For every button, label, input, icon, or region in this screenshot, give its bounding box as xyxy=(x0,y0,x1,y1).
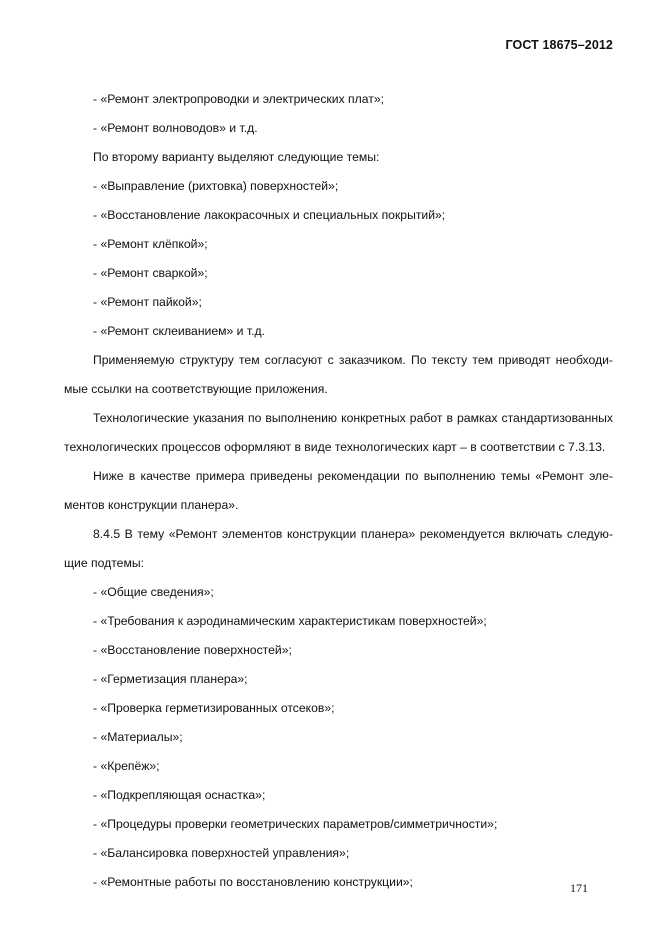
paragraph-line: щие подтемы: xyxy=(64,556,144,570)
list-item: - «Ремонт клёпкой»; xyxy=(93,237,208,251)
paragraph-line: Ниже в качестве примера приведены рекомендации по выполнению темы «Ремонт эле- xyxy=(93,469,613,483)
paragraph-line: Применяемую структуру тем согласуют с заказчиком. По тексту тем приводят необходи- xyxy=(93,353,613,367)
list-item: - «Ремонтные работы по восстановлению конструкции»; xyxy=(93,875,413,889)
list-item: - «Ремонт пайкой»; xyxy=(93,295,202,309)
list-item: - «Ремонт сваркой»; xyxy=(93,266,208,280)
list-item: - «Подкрепляющая оснастка»; xyxy=(93,788,266,802)
list-item: - «Требования к аэродинамическим характеристикам поверхностей»; xyxy=(93,614,487,628)
list-item: - «Процедуры проверки геометрических параметров/симметричности»; xyxy=(93,817,498,831)
page-number: 171 xyxy=(570,881,588,895)
list-item: - «Ремонт волноводов» и т.д. xyxy=(93,121,258,135)
paragraph-line: технологических процессов оформляют в виде технологических карт – в соответствии с 7.3.13. xyxy=(64,440,606,454)
list-item: - «Герметизация планера»; xyxy=(93,672,248,686)
document-code-header: ГОСТ 18675–2012 xyxy=(505,38,613,52)
paragraph-line: ментов конструкции планера». xyxy=(64,498,239,512)
list-item: - «Выправление (рихтовка) поверхностей»; xyxy=(93,179,339,193)
paragraph-line: Технологические указания по выполнению конкретных работ в рамках стандартизованных xyxy=(93,411,613,425)
list-item: - «Ремонт склеиванием» и т.д. xyxy=(93,324,265,338)
paragraph-line: 8.4.5 В тему «Ремонт элементов конструкции планера» рекомендуется включать следую- xyxy=(93,527,613,541)
list-item: - «Восстановление лакокрасочных и специальных покрытий»; xyxy=(93,208,446,222)
list-item: - «Проверка герметизированных отсеков»; xyxy=(93,701,335,715)
list-item: - «Крепёж»; xyxy=(93,759,160,773)
list-item: - «Восстановление поверхностей»; xyxy=(93,643,292,657)
list-item: - «Ремонт электропроводки и электрических плат»; xyxy=(93,92,385,106)
list-item: - «Общие сведения»; xyxy=(93,585,214,599)
paragraph-line: По второму варианту выделяют следующие темы: xyxy=(93,150,380,164)
list-item: - «Балансировка поверхностей управления»; xyxy=(93,846,350,860)
paragraph-line: мые ссылки на соответствующие приложения. xyxy=(64,382,328,396)
list-item: - «Материалы»; xyxy=(93,730,183,744)
